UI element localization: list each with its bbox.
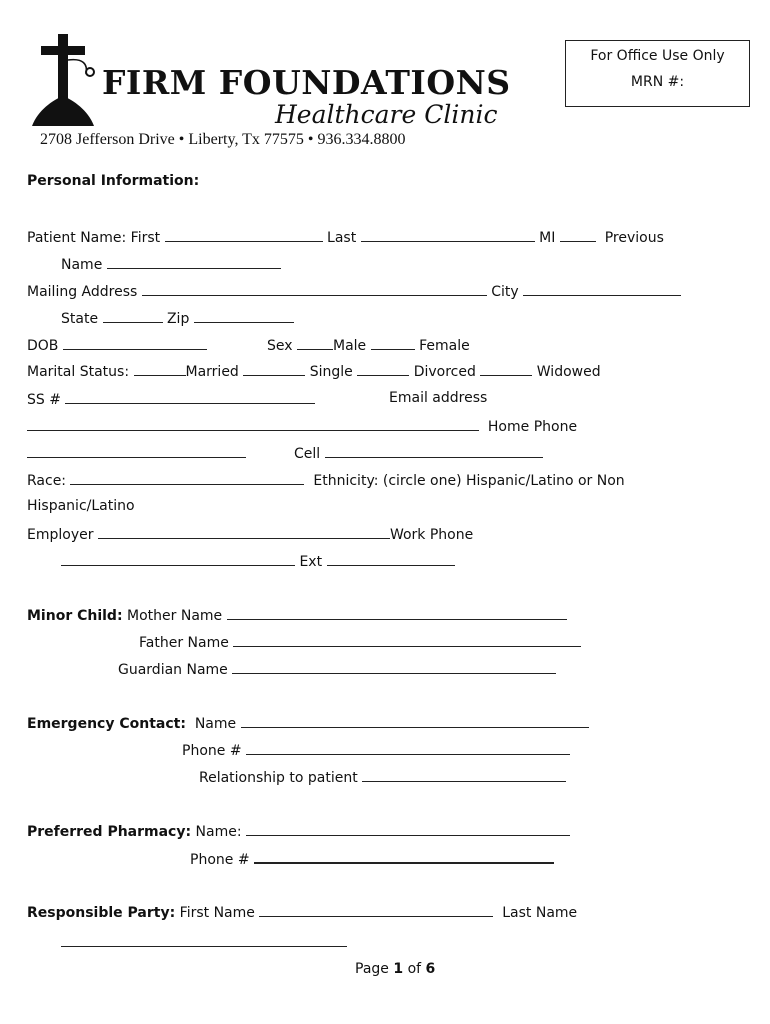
office-use-box	[565, 40, 750, 107]
mother-name-field[interactable]	[227, 606, 567, 620]
emergency-name-row: Emergency Contact: Name	[27, 714, 589, 732]
mailing-address-row: Mailing Address City	[27, 282, 681, 300]
minor-father-row: Father Name	[139, 633, 581, 651]
previous-name-field[interactable]	[107, 255, 281, 269]
minor-mother-row: Minor Child: Mother Name	[27, 606, 567, 624]
pharmacy-name-row: Preferred Pharmacy: Name:	[27, 822, 570, 840]
section-heading-responsible: Responsible Party:	[27, 905, 176, 921]
emergency-relationship-row: Relationship to patient	[199, 768, 566, 786]
dob-sex-row: DOB	[27, 336, 207, 354]
city-field[interactable]	[523, 282, 681, 296]
clinic-subtitle: Healthcare Clinic	[275, 100, 498, 129]
race-field[interactable]	[70, 471, 304, 485]
divorced-field[interactable]	[357, 362, 409, 376]
last-name-field[interactable]	[361, 228, 535, 242]
email-label: Email address	[389, 390, 488, 406]
pharmacy-name-field[interactable]	[246, 822, 570, 836]
home-phone-cell-row	[27, 444, 246, 462]
first-name-field[interactable]	[165, 228, 323, 242]
married-field[interactable]	[134, 362, 186, 376]
section-heading-minor: Minor Child:	[27, 608, 123, 624]
employer-field[interactable]	[98, 525, 390, 539]
emergency-phone-field[interactable]	[246, 741, 570, 755]
ss-field[interactable]	[65, 390, 315, 404]
work-phone-field[interactable]	[61, 552, 295, 566]
relationship-field[interactable]	[362, 768, 566, 782]
ethnicity-continued: Hispanic/Latino	[27, 498, 135, 514]
state-field[interactable]	[103, 309, 163, 323]
father-name-field[interactable]	[233, 633, 581, 647]
male-field[interactable]	[297, 336, 333, 350]
dob-field[interactable]	[63, 336, 207, 350]
cell-row: Cell	[294, 444, 543, 462]
email-field[interactable]	[27, 417, 479, 431]
zip-field[interactable]	[194, 309, 294, 323]
section-heading-pharmacy: Preferred Pharmacy:	[27, 824, 192, 840]
section-heading-personal: Personal Information:	[27, 173, 200, 189]
pharmacy-phone-field[interactable]	[254, 849, 554, 864]
employer-row: Employer Work Phone	[27, 527, 474, 543]
race-ethnicity-row: Race: Ethnicity: (circle one) Hispanic/Latino or Non	[27, 473, 625, 489]
section-heading-emergency: Emergency Contact:	[27, 716, 186, 732]
office-use-title: For Office Use Only	[590, 48, 725, 64]
mrn-label: MRN #:	[630, 74, 685, 90]
pharmacy-phone-row: Phone #	[190, 849, 554, 868]
female-field[interactable]	[371, 336, 415, 350]
responsible-party-row: Responsible Party: First Name Last Name	[27, 905, 578, 921]
guardian-name-field[interactable]	[232, 660, 556, 674]
ext-field[interactable]	[327, 552, 455, 566]
ss-row: SS #	[27, 390, 315, 408]
home-phone-field[interactable]	[27, 444, 246, 458]
cell-field[interactable]	[325, 444, 543, 458]
mi-field[interactable]	[560, 228, 596, 242]
marital-status-row: Marital Status: Married Single Divorced Widowed	[27, 364, 601, 380]
sex-row: Sex Male Female	[267, 338, 470, 354]
patient-name-row: Patient Name: First Last MI Previous	[27, 230, 664, 246]
mailing-address-field[interactable]	[142, 282, 487, 296]
clinic-address: 2708 Jefferson Drive • Liberty, Tx 77575 • 936.334.8800	[40, 131, 406, 148]
work-phone-row: Ext	[61, 552, 455, 570]
emergency-name-field[interactable]	[241, 714, 589, 728]
widowed-field[interactable]	[480, 362, 532, 376]
previous-name-row: Name	[61, 255, 281, 273]
page-indicator: Page 1 of 6	[355, 961, 436, 977]
responsible-first-name-field[interactable]	[259, 903, 493, 917]
emergency-phone-row: Phone #	[182, 741, 570, 759]
single-field[interactable]	[243, 362, 305, 376]
clinic-name: FIRM FOUNDATIONS	[102, 63, 511, 102]
responsible-last-name-field[interactable]	[61, 933, 347, 947]
minor-guardian-row: Guardian Name	[118, 660, 556, 678]
state-zip-row: State Zip	[61, 309, 294, 327]
email-home-phone-row: Home Phone	[27, 417, 577, 435]
responsible-last-name-row	[61, 933, 347, 951]
